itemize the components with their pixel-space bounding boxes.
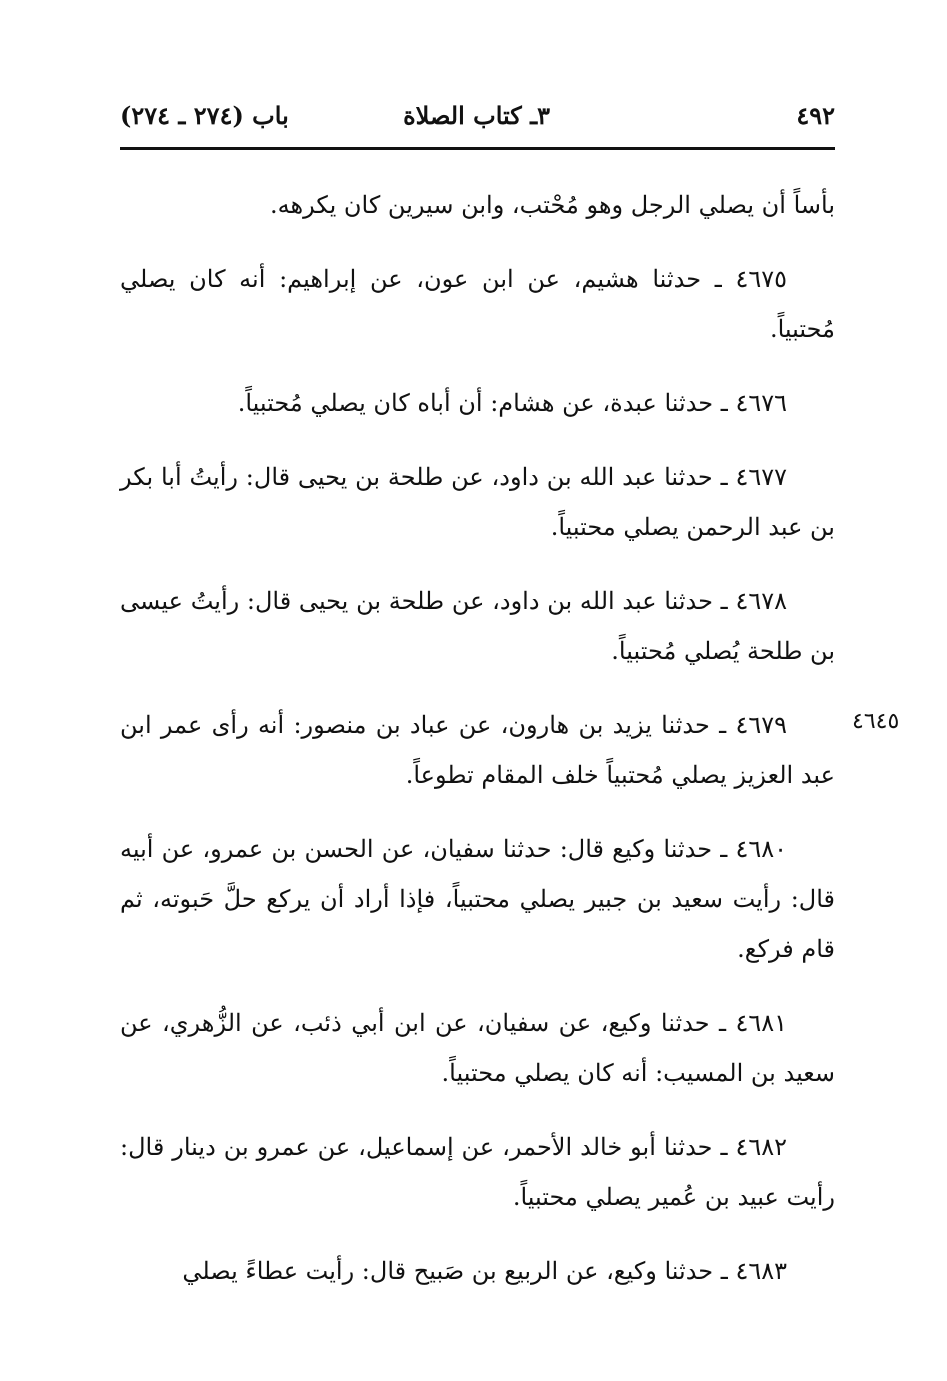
margin-hadith-number: ٤٦٤٥ [852,709,900,734]
hadith-paragraph: ٤٦٨٢ ـ حدثنا أبو خالد الأحمر، عن إسماعيل، عن عمرو بن دينار قال: رأيت عبيد بن عُمير يصلي محتبياً. [120,1133,835,1211]
page-header [120,96,835,136]
chapter-reference: باب (٢٧٤ ـ ٢٧٤) [120,101,289,130]
hadith-paragraph: ٤٦٧٧ ـ حدثنا عبد الله بن داود، عن طلحة بن يحيى قال: رأيتُ أبا بكر بن عبد الرحمن يصلي محتبياً. [120,463,835,541]
header-rule [120,147,835,150]
page-number: ٤٩٢ [796,101,835,130]
book-title: ٣ـ كتاب الصلاة [403,101,550,130]
continuation-paragraph: بأساً أن يصلي الرجل وهو مُحْتب، وابن سيرين كان يكرهه. [269,191,835,219]
hadith-paragraph: ٤٦٧٨ ـ حدثنا عبد الله بن داود، عن طلحة بن يحيى قال: رأيتُ عيسى بن طلحة يُصلي مُحتبياً. [120,587,835,665]
hadith-paragraph: ٤٦٨١ ـ حدثنا وكيع، عن سفيان، عن ابن أبي ذئب، عن الزُّهري، عن سعيد بن المسيب: أنه كان يصلي محتبياً. [120,1009,835,1087]
hadith-paragraph: ٤٦٧٩ ـ حدثنا يزيد بن هارون، عن عباد بن منصور: أنه رأى عمر ابن عبد العزيز يصلي مُحتبياً خلف المقام تطوعاً. [120,711,835,789]
hadith-paragraph: ٤٦٨٠ ـ حدثنا وكيع قال: حدثنا سفيان، عن الحسن بن عمرو، عن أبيه قال: رأيت سعيد بن جبير يصلي محتبياً، فإذا أراد أن يركع حلَّ حَبوته، ثم قام فركع. [120,835,835,963]
hadith-paragraph: ٤٦٨٣ ـ حدثنا وكيع، عن الربيع بن صَبيح قال: رأيت عطاءً يصلي [182,1257,787,1285]
hadith-paragraph: ٤٦٧٥ ـ حدثنا هشيم، عن ابن عون، عن إبراهيم: أنه كان يصلي مُحتبياً. [120,265,835,343]
hadith-paragraph: ٤٦٧٦ ـ حدثنا عبدة، عن هشام: أن أباه كان يصلي مُحتبياً. [237,389,787,417]
page-body [120,180,835,1320]
